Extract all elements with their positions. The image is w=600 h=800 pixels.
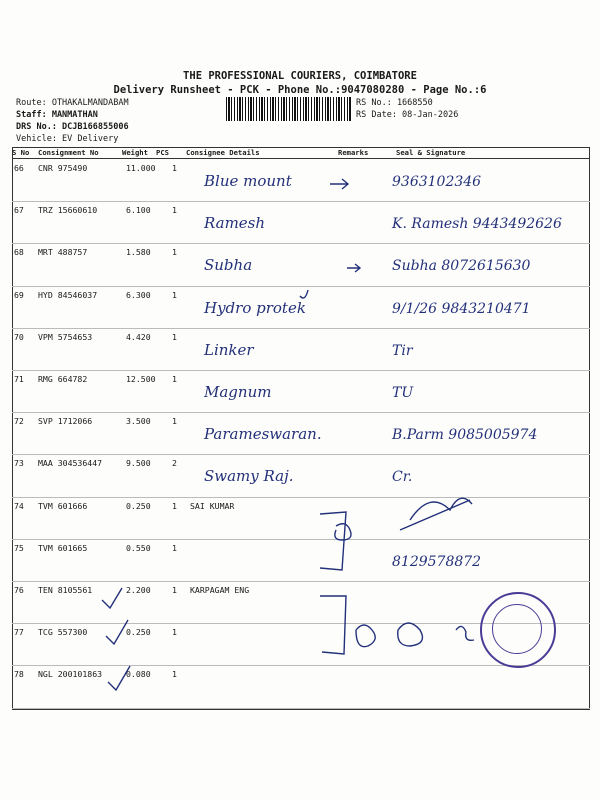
table-header-rule	[12, 158, 590, 159]
col-consignee: Consignee Details	[186, 148, 260, 157]
row-divider	[12, 454, 590, 455]
row-pcs: 1	[172, 627, 177, 638]
row-sno: 70	[14, 331, 24, 342]
row-consignment: TVM 601666	[38, 500, 88, 511]
rs-barcode	[226, 97, 352, 121]
row-handwritten-name: Ramesh	[204, 214, 266, 233]
rs-number: RS No.: 1668550	[356, 98, 433, 108]
row-sno: 76	[14, 585, 24, 595]
row-handwritten-name: Subha	[204, 256, 253, 275]
row-consignment: TVM 601665	[38, 542, 88, 553]
col-weight: Weight	[122, 148, 148, 157]
staff-label: Staff: MANMATHAN	[16, 110, 98, 120]
row-divider	[12, 665, 590, 666]
row-handwritten-signature: TU	[392, 385, 414, 401]
row-weight: 11.000	[126, 163, 156, 173]
row-consignment: TEN 8105561	[38, 585, 93, 595]
col-seal: Seal & Signature	[396, 148, 466, 157]
route-label: Route: OTHAKALMANDABAM	[16, 98, 129, 108]
row-handwritten-signature: K. Ramesh 9443492626	[392, 216, 562, 233]
row-divider	[12, 497, 590, 498]
table-bottom-rule	[12, 709, 590, 710]
row-handwritten-name: Linker	[204, 340, 254, 359]
row-divider	[12, 328, 590, 329]
col-pcs: PCS	[156, 148, 169, 157]
table-right-rule	[589, 147, 590, 710]
row-consignment: TRZ 15660610	[38, 205, 98, 216]
row-handwritten-signature: Subha 8072615630	[392, 258, 531, 275]
row-sno: 75	[14, 542, 24, 553]
row-sno: 68	[14, 247, 24, 258]
row-divider	[12, 708, 590, 709]
row-handwritten-name: Swamy Raj.	[204, 467, 294, 486]
row-divider	[12, 370, 590, 371]
row-divider	[12, 286, 590, 287]
row-consignment: NGL 200101863	[38, 669, 103, 680]
rs-date: RS Date: 08-Jan-2026	[356, 110, 459, 120]
row-weight: 4.420	[126, 331, 151, 342]
table-top-rule	[12, 147, 590, 148]
row-consignment: RMG 664782	[38, 374, 88, 384]
col-remarks: Remarks	[338, 148, 369, 157]
row-weight: 0.550	[126, 542, 151, 553]
row-pcs: 1	[172, 247, 177, 258]
col-consignment: Consignment No	[38, 148, 99, 157]
row-pcs: 1	[172, 374, 177, 384]
row-pcs: 1	[172, 205, 177, 216]
vehicle-label: Vehicle: EV Delivery	[16, 134, 119, 144]
row-pcs: 1	[172, 585, 177, 595]
row-pcs: 1	[172, 163, 177, 173]
row-sno: 77	[14, 627, 24, 638]
row-pcs: 1	[172, 331, 177, 342]
row-divider	[12, 243, 590, 244]
row-sno: 66	[14, 163, 24, 173]
row-handwritten-signature: 9363102346	[392, 174, 482, 190]
row-consignee: SAI KUMAR	[190, 500, 235, 511]
row-handwritten-name: Parameswaran.	[204, 425, 322, 444]
row-consignment: SVP 1712066	[38, 416, 93, 427]
row-weight: 9.500	[126, 458, 151, 469]
row-handwritten-signature: 8129578872	[392, 553, 482, 570]
company-seal-stamp	[480, 592, 556, 668]
row-pcs: 1	[172, 669, 177, 680]
row-consignment: CNR 975490	[38, 163, 88, 173]
row-weight: 6.100	[126, 205, 151, 216]
row-handwritten-name: Blue mount	[204, 172, 292, 190]
row-pcs: 1	[172, 416, 177, 427]
row-consignee: KARPAGAM ENG	[190, 585, 250, 595]
row-sno: 74	[14, 500, 24, 511]
row-weight: 0.250	[126, 627, 151, 638]
row-handwritten-name: Hydro protek	[204, 298, 306, 317]
row-pcs: 1	[172, 289, 177, 300]
row-sno: 67	[14, 205, 24, 216]
row-sno: 78	[14, 669, 24, 680]
row-handwritten-signature: B.Parm 9085005974	[392, 427, 538, 444]
row-sno: 73	[14, 458, 24, 469]
runsheet-subtitle: Delivery Runsheet - PCK - Phone No.:9047080280 - Page No.:6	[113, 84, 487, 96]
row-divider	[12, 539, 590, 540]
row-sno: 69	[14, 289, 24, 300]
row-sno: 72	[14, 416, 24, 427]
row-weight: 0.080	[126, 669, 151, 680]
row-weight: 3.500	[126, 416, 151, 427]
row-sno: 71	[14, 374, 24, 384]
row-consignment: TCG 557300	[38, 627, 88, 638]
row-handwritten-signature: 9/1/26 9843210471	[392, 300, 531, 317]
row-weight: 6.300	[126, 289, 151, 300]
row-divider	[12, 201, 590, 202]
table-left-rule	[12, 147, 13, 710]
row-weight: 1.580	[126, 247, 151, 258]
row-pcs: 2	[172, 458, 177, 469]
row-pcs: 1	[172, 542, 177, 553]
row-weight: 2.200	[126, 585, 151, 595]
row-divider	[12, 581, 590, 582]
row-handwritten-name: Magnum	[204, 383, 272, 401]
row-consignment: MRT 488757	[38, 247, 88, 258]
row-weight: 0.250	[126, 500, 151, 511]
row-consignment: MAA 304536447	[38, 458, 103, 469]
row-divider	[12, 412, 590, 413]
company-title: THE PROFESSIONAL COURIERS, COIMBATORE	[183, 70, 417, 82]
row-handwritten-signature: Cr.	[392, 469, 413, 486]
row-weight: 12.500	[126, 374, 156, 384]
row-consignment: HYD 84546037	[38, 289, 98, 300]
row-pcs: 1	[172, 500, 177, 511]
drs-label: DRS No.: DCJB166855006	[16, 122, 129, 132]
row-consignment: VPM 5754653	[38, 331, 93, 342]
col-sno: S No	[12, 148, 30, 157]
row-handwritten-signature: Tir	[392, 342, 413, 359]
